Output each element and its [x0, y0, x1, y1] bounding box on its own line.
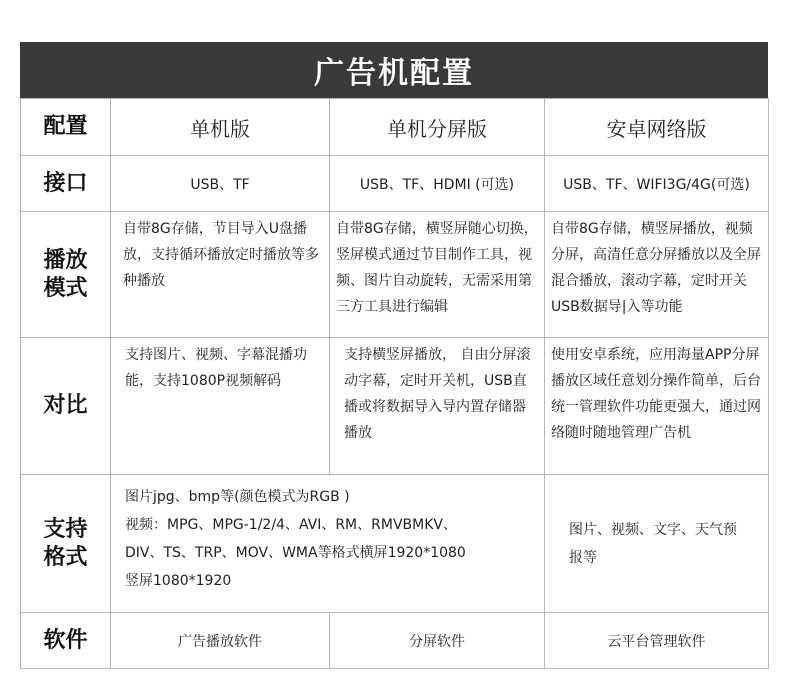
- interface-split-screen: USB、TF、HDMI (可选): [330, 156, 545, 212]
- config-table: [20, 98, 769, 669]
- table-row-interface: [21, 156, 769, 212]
- interface-standalone: USB、TF: [111, 156, 330, 212]
- row-label-interface: 接口: [21, 156, 111, 212]
- play-mode-split-screen: 自带8G存储，横竖屏随心切换，竖屏模式通过节目制作工具，视频、图片自动旋转，无需采用第三方工具进行编辑: [336, 221, 538, 315]
- formats-standalone-and-split: [111, 475, 545, 613]
- play-mode-standalone: 自带8G存储，节目导入U盘播放，支持循环播放定时播放等多种播放: [123, 221, 319, 289]
- formats-portrait-line: 竖屏1080*1920: [125, 573, 232, 589]
- table-row-formats: [21, 475, 769, 613]
- formats-video-line-2: DIV、TS、TRP、MOV、WMA等格式横屏1920*1080: [125, 545, 466, 561]
- page-title: 广告机配置: [20, 42, 768, 98]
- table-row-compare: [21, 338, 769, 475]
- compare-android-network: 使用安卓系统，应用海量APP分屏播放区域任意划分操作简单，后台统一管理软件功能更强大，通过网络随时随地管理广告机: [551, 347, 761, 441]
- table-row-software: [21, 613, 769, 669]
- formats-image-line: 图片jpg、bmp等(颜色模式为RGB ): [125, 489, 350, 505]
- column-header-android-network: 安卓网络版: [545, 99, 769, 156]
- row-label-config: 配置: [21, 99, 111, 156]
- compare-standalone: 支持图片、视频、字幕混播功能，支持1080P视频解码: [125, 347, 307, 389]
- table-row-play-mode: [21, 212, 769, 338]
- formats-android-network: 图片、视频、文字、天气预报等: [569, 521, 737, 566]
- software-standalone: 广告播放软件: [111, 613, 330, 669]
- row-label-formats: 支持 格式: [21, 475, 111, 613]
- column-header-split-screen: 单机分屏版: [330, 99, 545, 156]
- row-label-compare: 对比: [21, 338, 111, 475]
- software-split-screen: 分屏软件: [330, 613, 545, 669]
- row-label-play-mode: 播放 模式: [21, 212, 111, 338]
- play-mode-android-network: 自带8G存储，横竖屏播放，视频分屏，高清任意分屏播放以及全屏混合播放，滚动字幕，定时开关USB数据导|入等功能: [551, 221, 761, 315]
- interface-android-network: USB、TF、WIFI3G/4G(可选): [545, 156, 769, 212]
- config-sheet: [20, 42, 768, 669]
- formats-video-line-1: 视频：MPG、MPG-1/2/4、AVI、RM、RMVBMKV、: [125, 517, 457, 533]
- software-android-network: 云平台管理软件: [545, 613, 769, 669]
- column-header-standalone: 单机版: [111, 99, 330, 156]
- table-row-header: [21, 99, 769, 156]
- compare-split-screen: 支持横竖屏播放， 自由分屏滚动字幕，定时开关机，USB直播或将数据导入导内置存储器播放: [344, 347, 531, 441]
- row-label-software: 软件: [21, 613, 111, 669]
